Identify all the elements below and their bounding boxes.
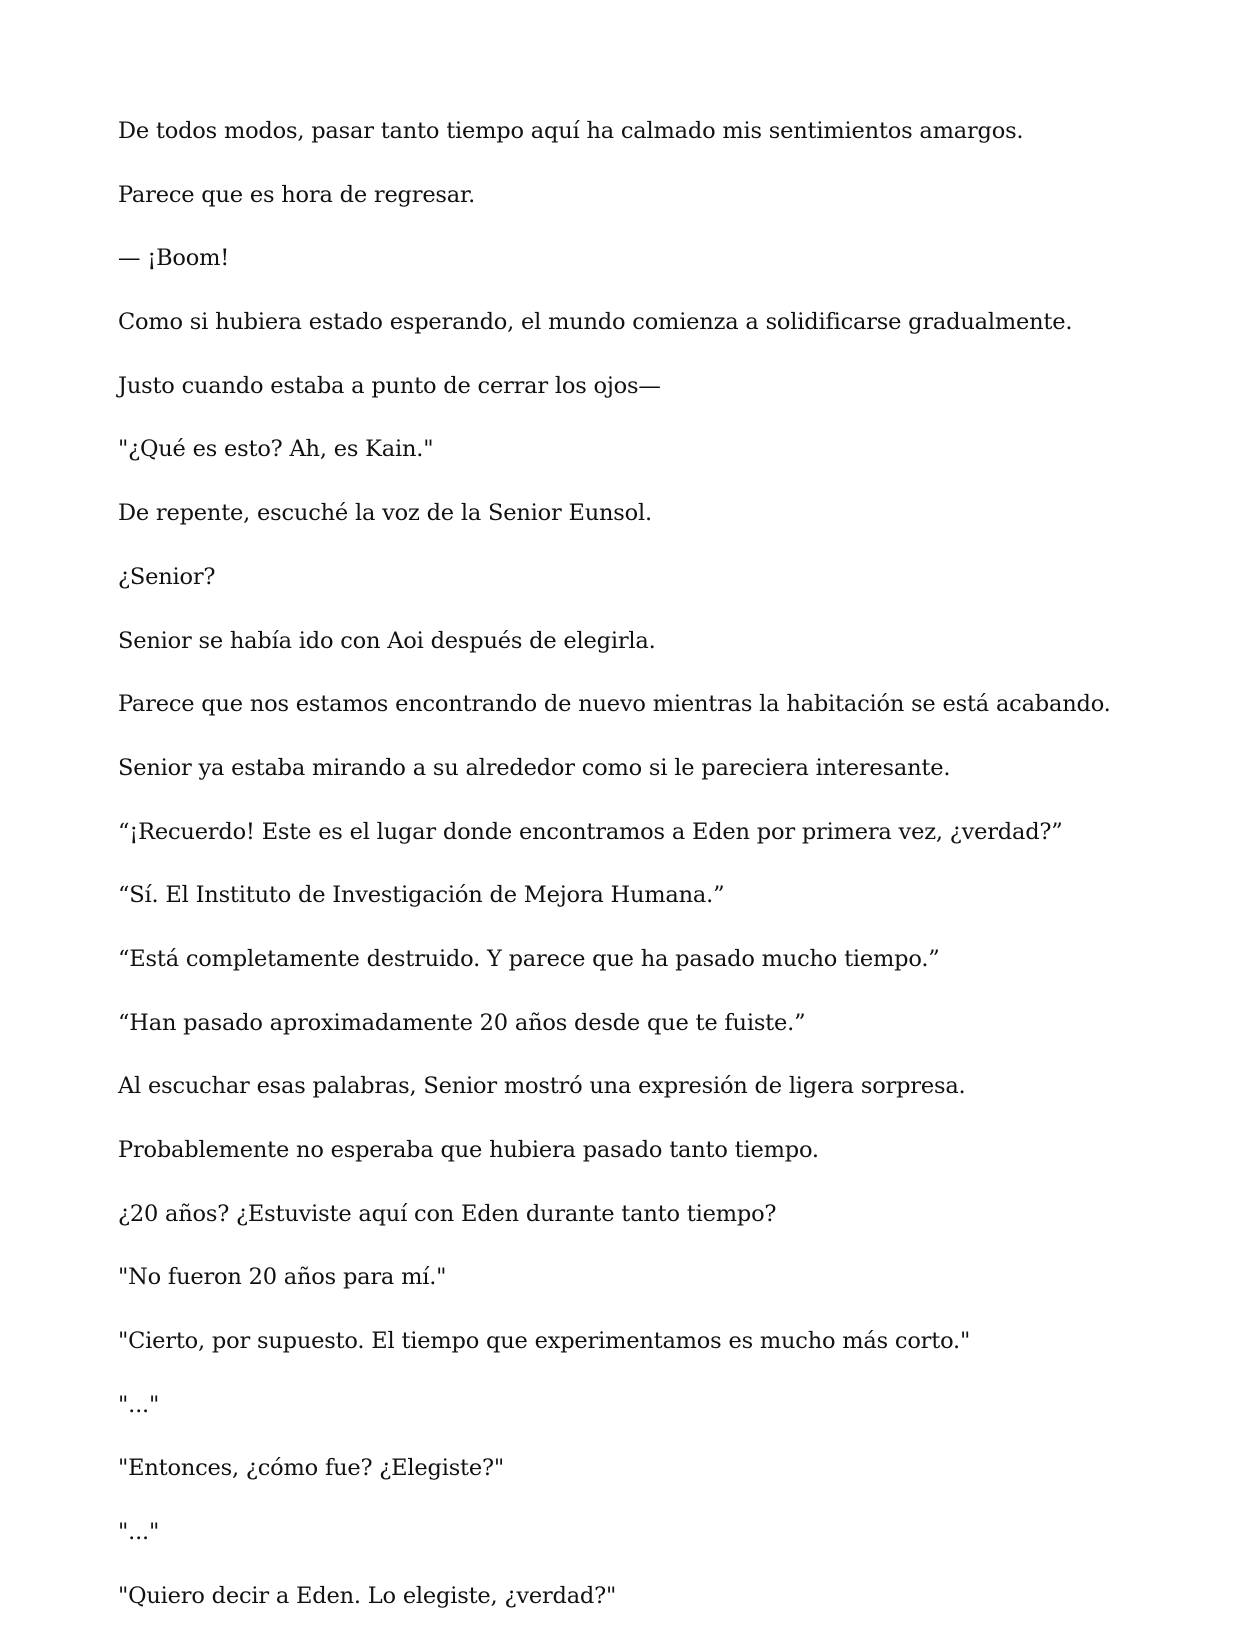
paragraph: ¿Senior? — [118, 563, 216, 590]
paragraph: Como si hubiera estado esperando, el mundo comienza a solidificarse gradualmente. — [118, 309, 1073, 336]
paragraph: Senior ya estaba mirando a su alrededor como si le pareciera interesante. — [118, 754, 951, 781]
paragraph: "..." — [118, 1519, 160, 1546]
paragraph: Probablemente no esperaba que hubiera pasado tanto tiempo. — [118, 1137, 819, 1163]
paragraph: “¡Recuerdo! Este es el lugar donde encontramos a Eden por primera vez, ¿verdad?” — [118, 818, 1063, 845]
paragraph: Parece que nos estamos encontrando de nuevo mientras la habitación se está acabando. — [118, 691, 1111, 718]
paragraph: De todos modos, pasar tanto tiempo aquí ha calmado mis sentimientos amargos. — [118, 118, 1024, 144]
paragraph: "Quiero decir a Eden. Lo elegiste, ¿verdad?" — [118, 1582, 617, 1609]
paragraph: “Sí. El Instituto de Investigación de Mejora Humana.” — [118, 882, 725, 909]
paragraph: “Está completamente destruido. Y parece que ha pasado mucho tiempo.” — [118, 945, 940, 972]
paragraph: — ¡Boom! — [118, 245, 230, 272]
paragraph: Senior se había ido con Aoi después de elegirla. — [118, 627, 656, 654]
paragraph: ¿20 años? ¿Estuviste aquí con Eden durante tanto tiempo? — [118, 1200, 777, 1227]
paragraph: "..." — [118, 1391, 160, 1418]
paragraph: Al escuchar esas palabras, Senior mostró una expresión de ligera sorpresa. — [118, 1073, 966, 1100]
paragraph: “Han pasado aproximadamente 20 años desde que te fuiste.” — [118, 1009, 806, 1036]
paragraph: "No fueron 20 años para mí." — [118, 1264, 447, 1291]
text-column — [118, 114, 1138, 1643]
paragraph: "¿Qué es esto? Ah, es Kain." — [118, 436, 434, 463]
paragraph: De repente, escuché la voz de la Senior Eunsol. — [118, 500, 652, 527]
paragraph: Parece que es hora de regresar. — [118, 181, 476, 208]
paragraph: Justo cuando estaba a punto de cerrar los ojos— — [118, 372, 661, 399]
paragraph: "Cierto, por supuesto. El tiempo que experimentamos es mucho más corto." — [118, 1328, 971, 1355]
paragraph: "Entonces, ¿cómo fue? ¿Elegiste?" — [118, 1455, 505, 1482]
